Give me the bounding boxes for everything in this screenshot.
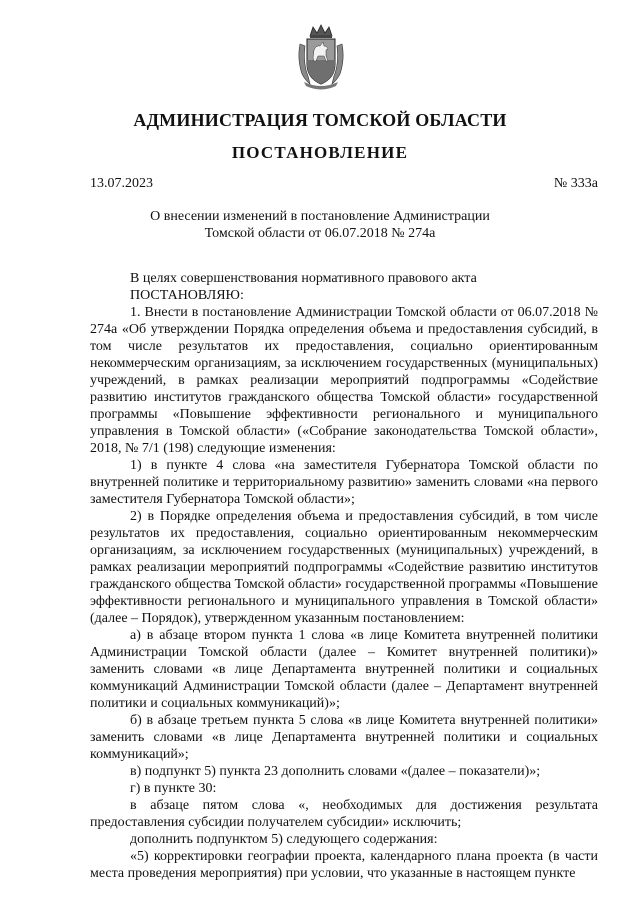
document-subject (120, 208, 520, 242)
body-paragraph: б) в абзаце третьем пункта 5 слова «в лице Комитета внутренней политики» заменить словами «в лице Департамента внутренней политики и социальных коммуникаций»; (90, 713, 598, 762)
subject-line: Томской области от 06.07.2018 № 274а (204, 226, 436, 241)
body-paragraph: в) подпункт 5) пункта 23 дополнить словами «(далее – показатели)»; (130, 764, 541, 779)
coat-of-arms-icon (296, 24, 346, 90)
body-paragraph: 1. Внести в постановление Администрации Томской области от 06.07.2018 № 274а «Об утверждении Порядка определения объема и предоставления субсидий, в том числе результатов их предоставления, социально ориентированным некоммерческим организациям, за исключением государственных (муниципальных) учреждений, в рамках реализации мероприятий подпрограммы «Содействие развитию институтов гражданского общества Томской области» государственной программы «Повышение эффективности регионального и муниципального управления в Томской области» («Собрание законодательства Томской области», 2018, № 7/1 (198) следующие изменения: (90, 305, 598, 456)
organization-title: АДМИНИСТРАЦИЯ ТОМСКОЙ ОБЛАСТИ (133, 110, 507, 130)
body-paragraph: В целях совершенствования нормативного правового акта (130, 271, 477, 286)
body-paragraph: г) в пункте 30: (130, 781, 217, 796)
body-paragraph: 2) в Порядке определения объема и предоставления субсидий, в том числе результатов их предоставления, социально ориентированным некоммерческим организациям, за исключением государственных (муниципальных) учреждений, в рамках реализации мероприятий подпрограммы «Содействие развитию институтов гражданского общества Томской области» государственной программы «Повышение эффективности регионального и муниципального управления в Томской области» (далее – Порядок), утвержденном указанным постановлением: (90, 509, 598, 626)
body-paragraph: дополнить подпунктом 5) следующего содержания: (130, 832, 438, 847)
document-number: № 333а (553, 176, 598, 191)
document-date: 13.07.2023 (90, 176, 153, 191)
document-body (90, 270, 598, 882)
subject-line: О внесении изменений в постановление Администрации (150, 209, 490, 224)
body-paragraph: 1) в пункте 4 слова «на заместителя Губернатора Томской области по внутренней политике и территориальному развитию» заменить словами «на первого заместителя Губернатора Томской области»; (90, 458, 598, 507)
body-paragraph: ПОСТАНОВЛЯЮ: (130, 288, 244, 303)
body-paragraph: «5) корректировки географии проекта, календарного плана проекта (в части места проведения мероприятия) при условии, что указанные в настоящем пункте (90, 849, 598, 881)
document-type: ПОСТАНОВЛЕНИЕ (231, 143, 409, 162)
body-paragraph: а) в абзаце втором пункта 1 слова «в лице Комитета внутренней политики Администрации Томской области (далее – Комитет внутренней политики)» заменить словами «в лице Департамента внутренней политики и социальных коммуникаций Администрации Томской области (далее – Департамент внутренней политики и социальных коммуникаций)»; (90, 628, 598, 711)
body-paragraph: в абзаце пятом слова «, необходимых для достижения результата предоставления субсидии получателем субсидии» исключить; (90, 798, 598, 830)
